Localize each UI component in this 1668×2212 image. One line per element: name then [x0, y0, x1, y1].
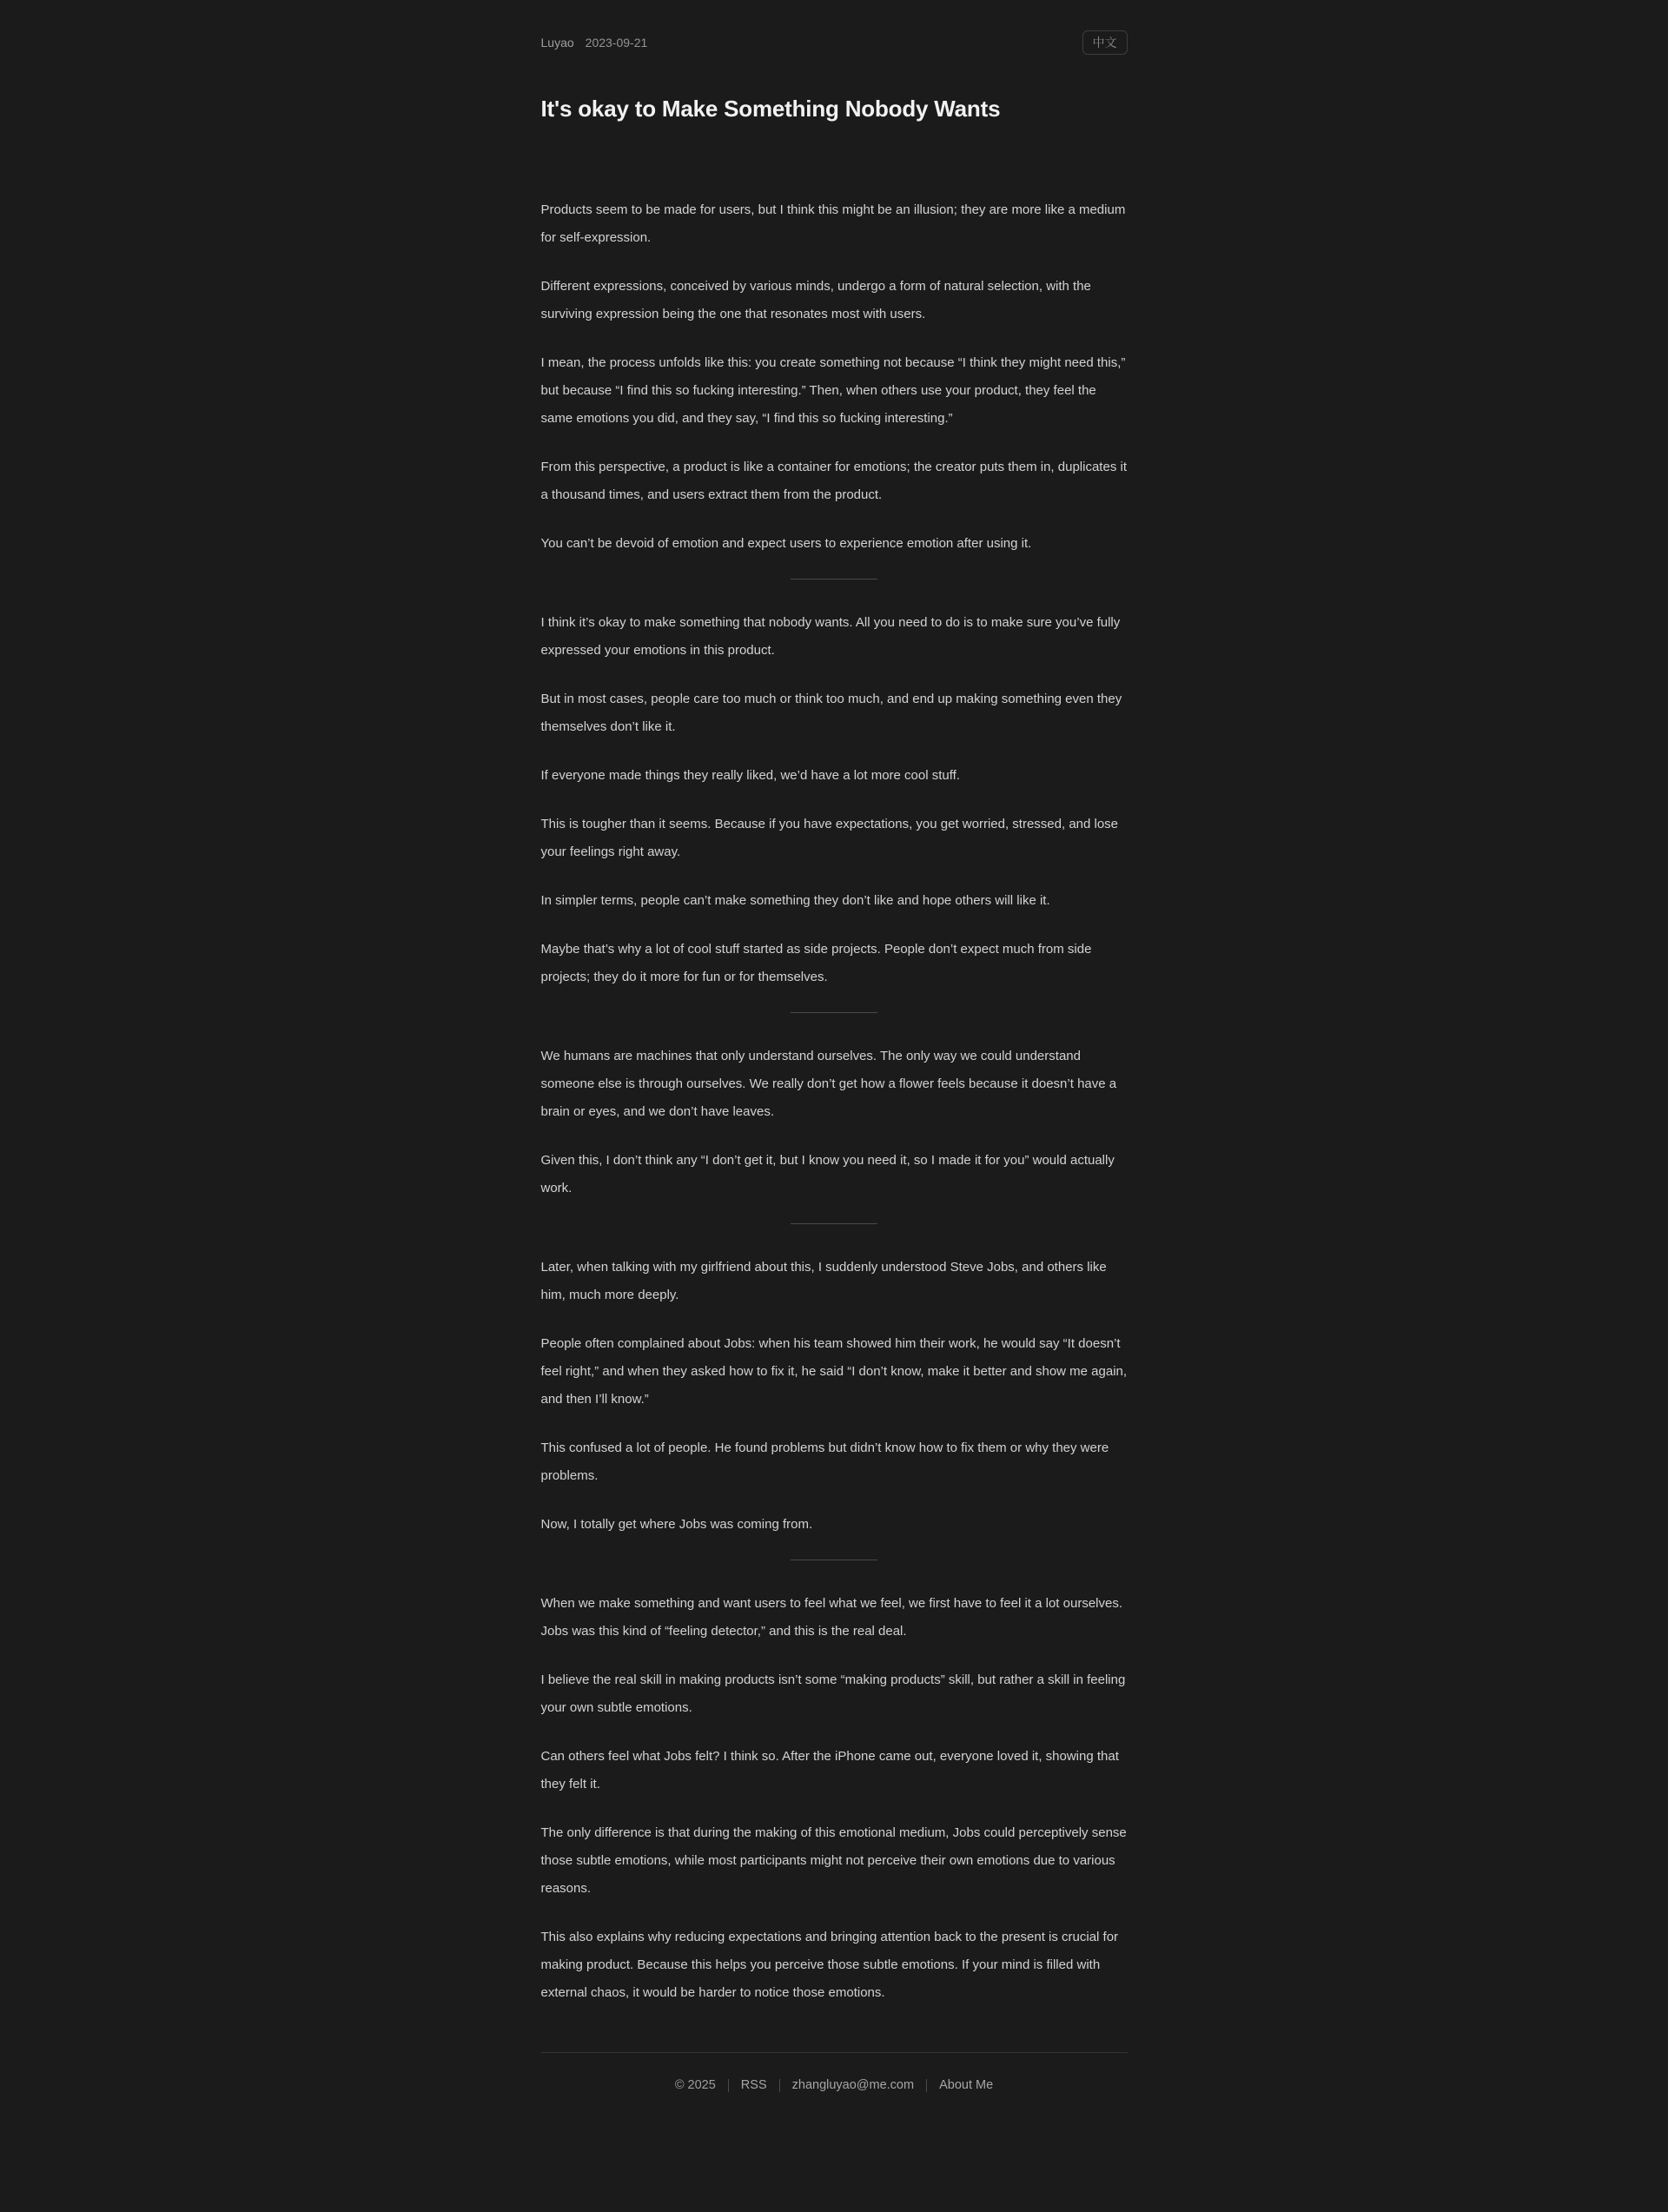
- paragraph: The only difference is that during the making of this emotional medium, Jobs could perceptively sense those subtle emotions, while most participants might not perceive their own emotions due to various reasons.: [540, 1825, 1127, 1896]
- section-divider: [791, 1223, 877, 1224]
- copyright-text: © 2025: [674, 2078, 716, 2092]
- page-container: [541, 0, 1128, 2146]
- paragraph: Now, I totally get where Jobs was coming from.: [540, 1517, 813, 1532]
- about-me-link[interactable]: About Me: [939, 2078, 994, 2092]
- footer-separator: [779, 2079, 780, 2092]
- paragraph: Maybe that’s why a lot of cool stuff started as side projects. People don’t expect much from side projects; they do it more for fun or for themselves.: [540, 942, 1092, 984]
- post-meta: [541, 36, 648, 50]
- paragraph: Different expressions, conceived by various minds, undergo a form of natural selection, with the surviving expression being the one that resonates most with users.: [540, 279, 1091, 321]
- article-body: [541, 196, 1128, 2007]
- footer: [541, 2076, 1128, 2095]
- paragraph: We humans are machines that only understand ourselves. The only way we could understand someone else is through ourselves. We really don’t get how a flower feels because it doesn’t have a brain or eyes, and we don’t have leaves.: [540, 1049, 1117, 1119]
- paragraph: Products seem to be made for users, but I think this might be an illusion; they are more like a medium for self-expression.: [540, 202, 1126, 245]
- paragraph: You can’t be devoid of emotion and expect users to experience emotion after using it.: [540, 536, 1032, 551]
- author-link[interactable]: Luyao: [540, 36, 574, 50]
- paragraph: I think it’s okay to make something that nobody wants. All you need to do is to make sure you’ve fully expressed your emotions in this product.: [540, 615, 1121, 658]
- paragraph: This is tougher than it seems. Because if you have expectations, you get worried, stressed, and lose your feelings right away.: [540, 817, 1119, 859]
- language-toggle-button[interactable]: 中文: [1082, 30, 1128, 55]
- paragraph: This confused a lot of people. He found problems but didn’t know how to fix them or why they were problems.: [540, 1440, 1109, 1483]
- paragraph: From this perspective, a product is like a container for emotions; the creator puts them in, duplicates it a thousand times, and users extract them from the product.: [540, 460, 1127, 502]
- paragraph: But in most cases, people care too much or think too much, and end up making something even they themselves don’t like it.: [540, 692, 1122, 734]
- footer-separator: [728, 2079, 729, 2092]
- paragraph: When we make something and want users to feel what we feel, we first have to feel it a lot ourselves. Jobs was this kind of “feeling detector,” and this is the real deal.: [540, 1596, 1122, 1639]
- paragraph: I mean, the process unfolds like this: you create something not because “I think they might need this,” but because “I find this so fucking interesting.” Then, when others use your product, they feel the same emotions you did, and they say, “I find this so fucking interesting.”: [540, 355, 1126, 426]
- post-header: [541, 28, 1128, 57]
- paragraph: People often complained about Jobs: when his team showed him their work, he would say “It doesn’t feel right,” and when they asked how to fix it, he said “I don’t know, make it better and show me again, and then I’ll know.”: [540, 1336, 1128, 1407]
- post-date: 2023-09-21: [585, 36, 648, 50]
- footer-divider: [541, 2052, 1128, 2053]
- paragraph: Can others feel what Jobs felt? I think so. After the iPhone came out, everyone loved it, showing that they felt it.: [540, 1749, 1119, 1791]
- paragraph: Given this, I don’t think any “I don’t get it, but I know you need it, so I made it for you” would actually work.: [540, 1153, 1115, 1195]
- paragraph: If everyone made things they really liked, we’d have a lot more cool stuff.: [540, 768, 960, 783]
- paragraph: This also explains why reducing expectations and bringing attention back to the present is crucial for making product. Because this helps you perceive those subtle emotions. If your mind is filled with external chaos, it would be harder to notice those emotions.: [540, 1930, 1119, 2000]
- paragraph: I believe the real skill in making products isn’t some “making products” skill, but rather a skill in feeling your own subtle emotions.: [540, 1672, 1126, 1715]
- footer-separator: [926, 2079, 927, 2092]
- page-title: It's okay to Make Something Nobody Wants: [540, 96, 1001, 122]
- rss-link[interactable]: RSS: [740, 2078, 767, 2092]
- paragraph: Later, when talking with my girlfriend about this, I suddenly understood Steve Jobs, and others like him, much more deeply.: [540, 1260, 1107, 1302]
- paragraph: In simpler terms, people can’t make something they don’t like and hope others will like it.: [540, 893, 1050, 908]
- section-divider: [791, 1012, 877, 1013]
- email-link[interactable]: zhangluyao@me.com: [791, 2078, 915, 2092]
